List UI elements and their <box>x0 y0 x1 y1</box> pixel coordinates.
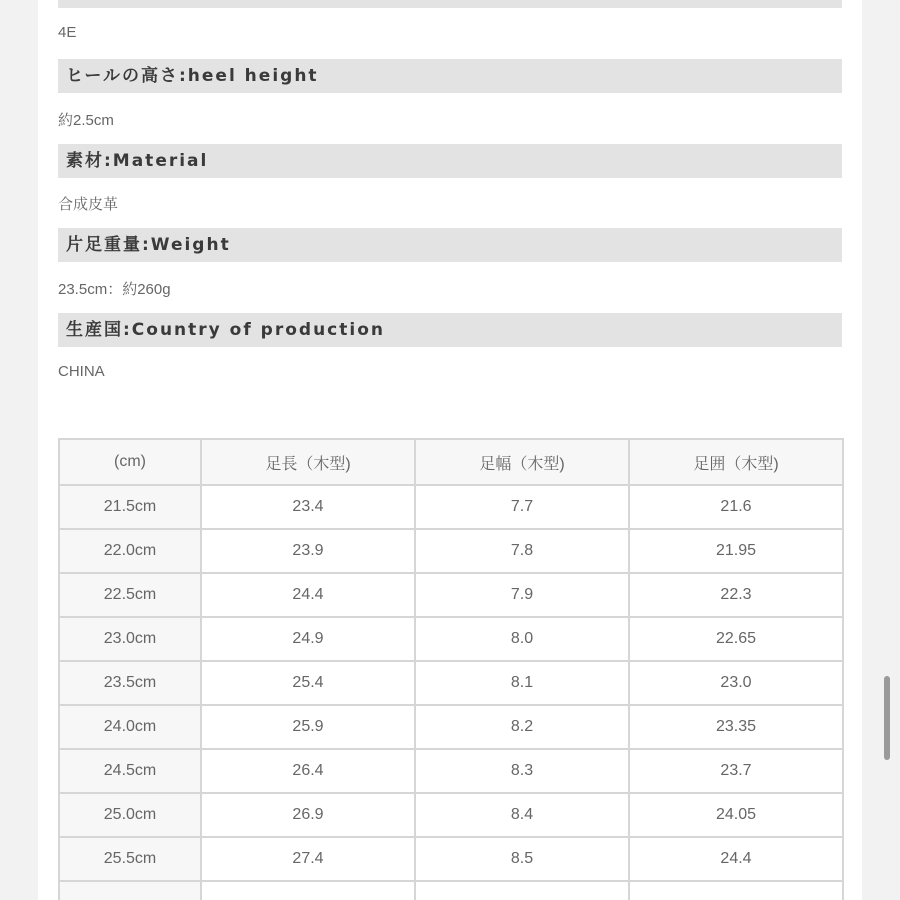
size-table-header-row <box>59 439 843 485</box>
cell-foot-length: 23.4 <box>201 485 415 529</box>
section-header-weight: 片足重量:Weight <box>58 228 842 262</box>
cell-size: 25.5cm <box>59 837 201 881</box>
cell-foot-length: 24.9 <box>201 617 415 661</box>
product-detail-page <box>38 0 862 900</box>
cell-foot-width: 7.7 <box>415 485 629 529</box>
cell-size: 23.0cm <box>59 617 201 661</box>
cell-partial <box>415 881 629 900</box>
cell-foot-length: 26.4 <box>201 749 415 793</box>
cell-foot-girth: 22.3 <box>629 573 843 617</box>
weight-value: 23.5cm：約260g <box>58 281 171 298</box>
cell-size: 21.5cm <box>59 485 201 529</box>
cell-size: 24.5cm <box>59 749 201 793</box>
cell-size: 25.0cm <box>59 793 201 837</box>
table-row <box>59 837 843 881</box>
cell-foot-length: 26.9 <box>201 793 415 837</box>
cell-size: 23.5cm <box>59 661 201 705</box>
table-row <box>59 705 843 749</box>
table-row <box>59 573 843 617</box>
cell-foot-girth: 22.65 <box>629 617 843 661</box>
cell-foot-width: 8.4 <box>415 793 629 837</box>
table-row <box>59 617 843 661</box>
table-row <box>59 793 843 837</box>
cell-foot-length: 24.4 <box>201 573 415 617</box>
section-header-width-partial <box>58 0 842 8</box>
cell-foot-girth: 21.6 <box>629 485 843 529</box>
header-foot-length: 足長（木型) <box>201 439 415 485</box>
cell-foot-length: 27.4 <box>201 837 415 881</box>
cell-foot-width: 7.8 <box>415 529 629 573</box>
cell-foot-width: 7.9 <box>415 573 629 617</box>
cell-foot-length: 25.4 <box>201 661 415 705</box>
country-value: CHINA <box>58 363 105 380</box>
cell-foot-girth: 23.0 <box>629 661 843 705</box>
width-value: 4E <box>58 24 77 41</box>
size-table <box>58 438 844 900</box>
cell-foot-girth: 23.7 <box>629 749 843 793</box>
cell-foot-girth: 23.35 <box>629 705 843 749</box>
section-header-country: 生産国:Country of production <box>58 313 842 347</box>
section-header-heel-height: ヒールの高さ:heel height <box>58 59 842 93</box>
cell-foot-girth: 21.95 <box>629 529 843 573</box>
header-size: (cm) <box>59 439 201 485</box>
cell-size: 24.0cm <box>59 705 201 749</box>
table-row <box>59 529 843 573</box>
material-value: 合成皮革 <box>58 196 119 213</box>
cell-size: 22.5cm <box>59 573 201 617</box>
cell-foot-width: 8.3 <box>415 749 629 793</box>
cell-foot-girth: 24.05 <box>629 793 843 837</box>
vertical-scrollbar-thumb[interactable] <box>884 676 890 760</box>
header-foot-girth: 足囲（木型) <box>629 439 843 485</box>
heel-height-value: 約2.5cm <box>58 112 114 129</box>
cell-foot-width: 8.2 <box>415 705 629 749</box>
cell-partial <box>629 881 843 900</box>
cell-foot-girth: 24.4 <box>629 837 843 881</box>
header-foot-width: 足幅（木型) <box>415 439 629 485</box>
cell-size-partial <box>59 881 201 900</box>
section-header-material: 素材:Material <box>58 144 842 178</box>
cell-foot-width: 8.0 <box>415 617 629 661</box>
table-row <box>59 485 843 529</box>
cell-foot-width: 8.1 <box>415 661 629 705</box>
cell-foot-length: 23.9 <box>201 529 415 573</box>
table-row <box>59 749 843 793</box>
cell-partial <box>201 881 415 900</box>
cell-foot-width: 8.5 <box>415 837 629 881</box>
cell-size: 22.0cm <box>59 529 201 573</box>
table-row-partial <box>59 881 843 900</box>
cell-foot-length: 25.9 <box>201 705 415 749</box>
table-row <box>59 661 843 705</box>
